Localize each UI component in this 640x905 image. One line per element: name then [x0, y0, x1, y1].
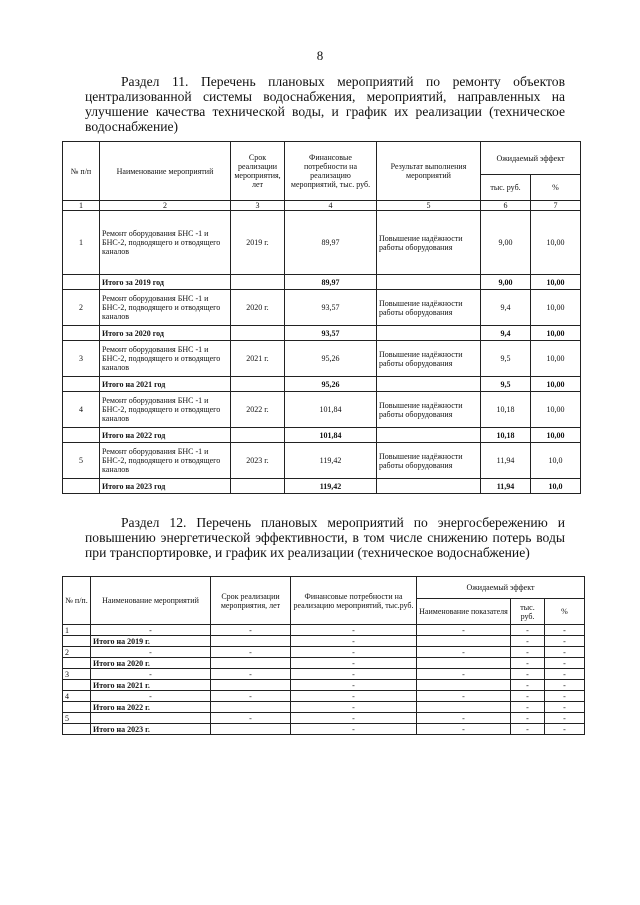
- row-term: -: [211, 625, 291, 636]
- column-number: 5: [377, 201, 481, 211]
- total-empty: [377, 479, 481, 494]
- total-effect-rub: 9,4: [481, 326, 531, 341]
- row-finance: 101,84: [285, 392, 377, 428]
- row-effect-pct: -: [545, 691, 585, 702]
- total-label: Итого за 2019 год: [100, 275, 231, 290]
- row-num: 3: [63, 341, 100, 377]
- row-finance: -: [291, 647, 417, 658]
- total-finance: -: [291, 702, 417, 713]
- total-finance: 119,42: [285, 479, 377, 494]
- total-label: Итого за 2020 год: [100, 326, 231, 341]
- total-row: [63, 724, 585, 735]
- total-empty: [377, 326, 481, 341]
- row-effect-pct: 10,00: [531, 392, 581, 428]
- table-row: [63, 691, 585, 702]
- total-effect-pct: 10,00: [531, 428, 581, 443]
- total-finance: 95,26: [285, 377, 377, 392]
- header-num: № п/п.: [63, 577, 91, 625]
- row-effect-rub: -: [511, 713, 545, 724]
- section-12-heading: Раздел 12. Перечень плановых мероприятий по энергосбережению и повышению энергетической эффективности, в том числе снижению потерь воды при транспортировке, и график их реализации (техническое водоснабжение): [85, 515, 565, 560]
- row-term: -: [211, 691, 291, 702]
- total-effect-pct: -: [545, 658, 585, 669]
- total-empty: [231, 428, 285, 443]
- column-number: 6: [481, 201, 531, 211]
- row-name: -: [91, 647, 211, 658]
- total-empty: [231, 479, 285, 494]
- row-effect-rub: -: [511, 691, 545, 702]
- section-11-heading: Раздел 11. Перечень плановых мероприятий по ремонту объектов централизованной системы водоснабжения, мероприятий, направленных на улучшение качества технической воды, и график их реализации (техническое водоснабжение): [85, 74, 565, 134]
- row-name: Ремонт оборудования БНС -1 и БНС-2, подводящего и отводящего каналов: [100, 341, 231, 377]
- column-number: 4: [285, 201, 377, 211]
- header-name: Наименование мероприятий: [100, 142, 231, 201]
- total-effect-rub: -: [511, 702, 545, 713]
- column-numbers-row: [63, 201, 581, 211]
- row-indicator: -: [417, 625, 511, 636]
- total-finance: -: [291, 636, 417, 647]
- total-effect-rub: 10,18: [481, 428, 531, 443]
- total-label: Итого на 2023 год: [100, 479, 231, 494]
- row-effect-pct: -: [545, 647, 585, 658]
- total-row: [63, 658, 585, 669]
- table-row: [63, 647, 585, 658]
- header-indicator: Наименование показателя: [417, 599, 511, 625]
- table-row: [63, 290, 581, 326]
- row-indicator: -: [417, 713, 511, 724]
- total-finance: 89,97: [285, 275, 377, 290]
- table-row: [63, 443, 581, 479]
- row-effect-rub: -: [511, 625, 545, 636]
- total-empty: [231, 275, 285, 290]
- header-term: Срок реализации мероприятия, лет: [211, 577, 291, 625]
- total-empty: [63, 724, 91, 735]
- header-name: Наименование мероприятий: [91, 577, 211, 625]
- total-effect-pct: 10,00: [531, 326, 581, 341]
- total-empty: [377, 428, 481, 443]
- row-effect-rub: 11,94: [481, 443, 531, 479]
- header-effect-rub: тыс. руб.: [511, 599, 545, 625]
- row-effect-rub: -: [511, 647, 545, 658]
- total-row: [63, 636, 585, 647]
- total-term: [211, 724, 291, 735]
- row-effect-pct: 10,00: [531, 341, 581, 377]
- total-term: [211, 636, 291, 647]
- row-result: Повышение надёжности работы оборудования: [377, 290, 481, 326]
- total-effect-pct: 10,00: [531, 377, 581, 392]
- row-finance: 89,97: [285, 211, 377, 275]
- total-effect-pct: -: [545, 724, 585, 735]
- row-effect-rub: 9,00: [481, 211, 531, 275]
- row-finance: 93,57: [285, 290, 377, 326]
- total-empty: [63, 636, 91, 647]
- total-term: [211, 702, 291, 713]
- total-effect-rub: 9,5: [481, 377, 531, 392]
- section-12-table: [62, 576, 585, 735]
- row-num: 3: [63, 669, 91, 680]
- total-effect-rub: -: [511, 658, 545, 669]
- total-row: [63, 479, 581, 494]
- total-empty: [231, 326, 285, 341]
- total-effect-pct: 10,00: [531, 275, 581, 290]
- row-finance: -: [291, 669, 417, 680]
- total-indicator: [417, 702, 511, 713]
- row-name: -: [91, 625, 211, 636]
- row-effect-rub: -: [511, 669, 545, 680]
- row-name: Ремонт оборудования БНС -1 и БНС-2, подводящего и отводящего каналов: [100, 443, 231, 479]
- total-row: [63, 702, 585, 713]
- header-effect-pct: %: [545, 599, 585, 625]
- total-finance: -: [291, 658, 417, 669]
- table-row: [63, 211, 581, 275]
- total-empty: [63, 275, 100, 290]
- total-empty: [63, 702, 91, 713]
- row-term: 2023 г.: [231, 443, 285, 479]
- row-effect-pct: 10,00: [531, 290, 581, 326]
- row-name: [91, 713, 211, 724]
- table-row: [63, 625, 585, 636]
- row-result: Повышение надёжности работы оборудования: [377, 211, 481, 275]
- total-indicator: [417, 636, 511, 647]
- total-empty: [63, 326, 100, 341]
- row-num: 4: [63, 392, 100, 428]
- column-number: 1: [63, 201, 100, 211]
- row-finance: -: [291, 625, 417, 636]
- row-name: Ремонт оборудования БНС -1 и БНС-2, подводящего и отводящего каналов: [100, 290, 231, 326]
- row-name: Ремонт оборудования БНС -1 и БНС-2, подводящего и отводящего каналов: [100, 211, 231, 275]
- row-finance: -: [291, 691, 417, 702]
- row-term: 2022 г.: [231, 392, 285, 428]
- total-row: [63, 680, 585, 691]
- row-result: Повышение надёжности работы оборудования: [377, 443, 481, 479]
- total-effect-pct: -: [545, 636, 585, 647]
- total-row: [63, 326, 581, 341]
- total-row: [63, 428, 581, 443]
- total-empty: [63, 658, 91, 669]
- row-num: 2: [63, 647, 91, 658]
- table-row: [63, 341, 581, 377]
- row-effect-rub: 9,4: [481, 290, 531, 326]
- total-finance: 101,84: [285, 428, 377, 443]
- total-term: [211, 680, 291, 691]
- total-effect-rub: 11,94: [481, 479, 531, 494]
- row-num: 5: [63, 713, 91, 724]
- total-indicator: -: [417, 724, 511, 735]
- total-term: [211, 658, 291, 669]
- header-effect: Ожидаемый эффект: [481, 142, 581, 175]
- total-effect-pct: 10,0: [531, 479, 581, 494]
- table-row: [63, 669, 585, 680]
- column-number: 7: [531, 201, 581, 211]
- total-label: Итого на 2022 год: [100, 428, 231, 443]
- row-effect-pct: 10,00: [531, 211, 581, 275]
- total-empty: [377, 275, 481, 290]
- total-empty: [63, 479, 100, 494]
- total-empty: [63, 680, 91, 691]
- row-finance: -: [291, 713, 417, 724]
- row-finance: 95,26: [285, 341, 377, 377]
- row-indicator: -: [417, 647, 511, 658]
- row-term: 2021 г.: [231, 341, 285, 377]
- row-term: 2019 г.: [231, 211, 285, 275]
- total-indicator: [417, 658, 511, 669]
- row-term: -: [211, 669, 291, 680]
- total-empty: [377, 377, 481, 392]
- total-effect-rub: -: [511, 680, 545, 691]
- total-finance: -: [291, 680, 417, 691]
- table-row: [63, 392, 581, 428]
- row-result: Повышение надёжности работы оборудования: [377, 341, 481, 377]
- total-empty: [63, 428, 100, 443]
- row-effect-rub: 10,18: [481, 392, 531, 428]
- row-term: -: [211, 647, 291, 658]
- total-effect-rub: -: [511, 724, 545, 735]
- total-row: [63, 377, 581, 392]
- row-effect-pct: -: [545, 669, 585, 680]
- total-label: Итого на 2019 г.: [91, 636, 211, 647]
- total-effect-pct: -: [545, 680, 585, 691]
- row-num: 2: [63, 290, 100, 326]
- row-result: Повышение надёжности работы оборудования: [377, 392, 481, 428]
- row-indicator: -: [417, 691, 511, 702]
- total-empty: [231, 377, 285, 392]
- section-11-table: [62, 141, 581, 494]
- total-label: Итого на 2020 г.: [91, 658, 211, 669]
- row-name: -: [91, 691, 211, 702]
- row-num: 1: [63, 211, 100, 275]
- header-effect-rub: тыс. руб.: [481, 175, 531, 201]
- total-label: Итого на 2022 г.: [91, 702, 211, 713]
- table-row: [63, 713, 585, 724]
- header-term: Срок реализации мероприятия, лет: [231, 142, 285, 201]
- row-indicator: -: [417, 669, 511, 680]
- row-num: 5: [63, 443, 100, 479]
- total-empty: [63, 377, 100, 392]
- column-number: 3: [231, 201, 285, 211]
- row-num: 4: [63, 691, 91, 702]
- header-result: Результат выполнения мероприятий: [377, 142, 481, 201]
- row-effect-pct: 10,0: [531, 443, 581, 479]
- row-effect-rub: 9,5: [481, 341, 531, 377]
- total-effect-pct: -: [545, 702, 585, 713]
- row-name: Ремонт оборудования БНС -1 и БНС-2, подводящего и отводящего каналов: [100, 392, 231, 428]
- column-number: 2: [100, 201, 231, 211]
- total-label: Итого на 2021 год: [100, 377, 231, 392]
- row-finance: 119,42: [285, 443, 377, 479]
- header-finance: Финансовые потребности на реализацию мероприятий, тыс.руб.: [291, 577, 417, 625]
- row-effect-pct: -: [545, 625, 585, 636]
- header-finance: Финансовые потребности на реализацию мероприятий, тыс. руб.: [285, 142, 377, 201]
- row-term: 2020 г.: [231, 290, 285, 326]
- header-effect-pct: %: [531, 175, 581, 201]
- row-term: -: [211, 713, 291, 724]
- total-effect-rub: -: [511, 636, 545, 647]
- page-number: 8: [316, 48, 324, 63]
- total-label: Итого на 2021 г.: [91, 680, 211, 691]
- total-effect-rub: 9,00: [481, 275, 531, 290]
- total-row: [63, 275, 581, 290]
- header-num: № п/п: [63, 142, 100, 201]
- total-finance: -: [291, 724, 417, 735]
- row-num: 1: [63, 625, 91, 636]
- total-finance: 93,57: [285, 326, 377, 341]
- row-effect-pct: -: [545, 713, 585, 724]
- total-indicator: [417, 680, 511, 691]
- row-name: -: [91, 669, 211, 680]
- header-effect: Ожидаемый эффект: [417, 577, 585, 599]
- total-label: Итого на 2023 г.: [91, 724, 211, 735]
